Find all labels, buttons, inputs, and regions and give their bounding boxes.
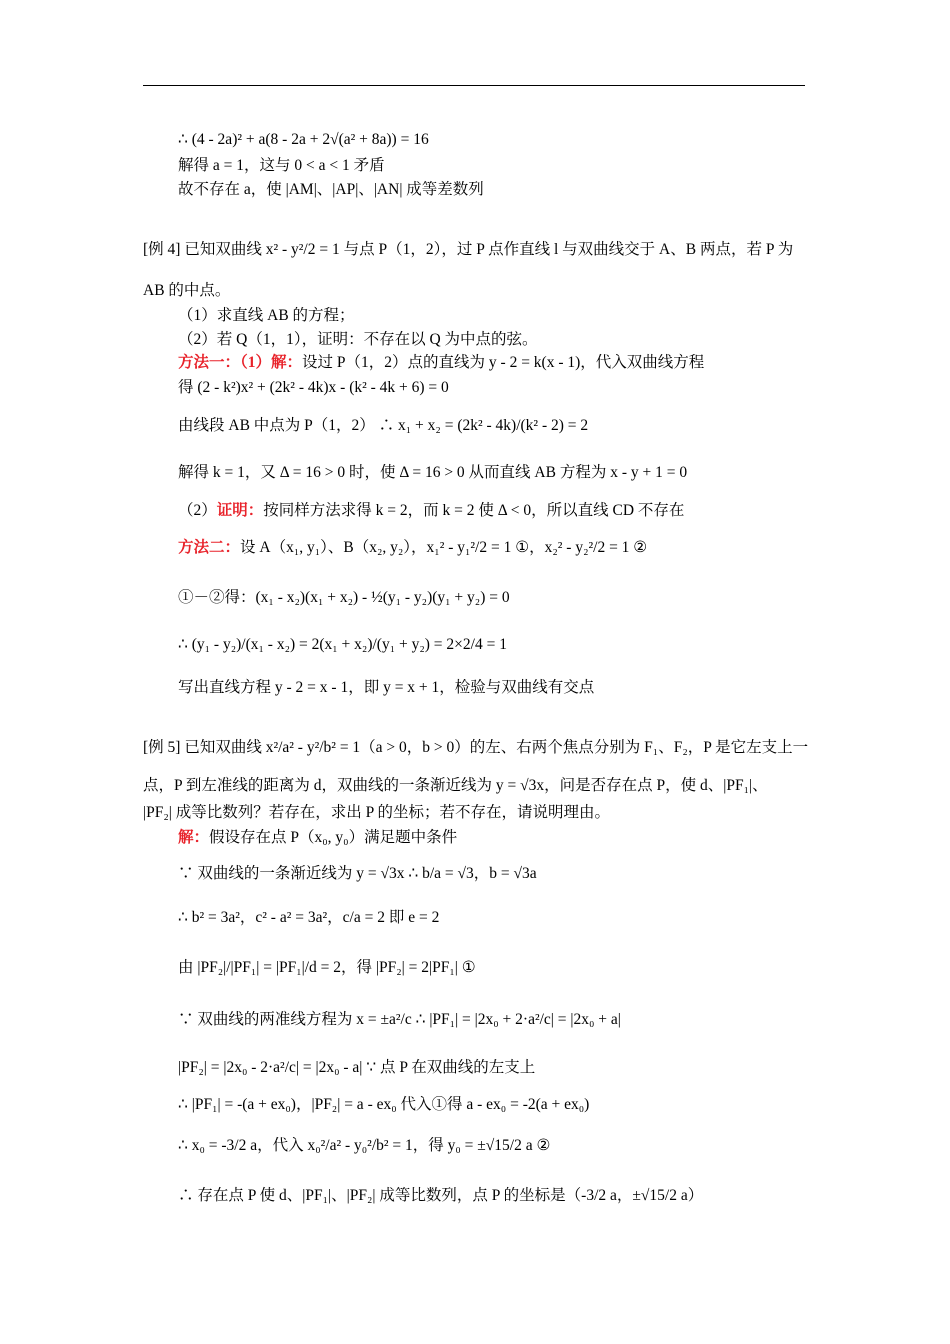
method-2-line-equation: 写出直线方程 y - 2 = x - 1，即 y = x + 1，检验与双曲线有交点 xyxy=(178,679,595,696)
method-1-midpoint: 由线段 AB 中点为 P（1，2） ∴ x₁ + x₂ = (2k² - 4k)/(k² - 2) = 2 xyxy=(178,417,589,434)
example-5-line-3: |PF₂| 成等比数列？若存在，求出 P 的坐标；若不存在，请说明理由。 xyxy=(143,804,611,821)
step-directrix: ∵ 双曲线的两准线方程为 x = ±a²/c ∴ |PF₁| = |2x₀ + 2·a²/c| = |2x₀ + a| xyxy=(178,1011,621,1028)
proof-part-number: （2） xyxy=(178,502,217,519)
method-1-solution-label: （1）解： xyxy=(240,354,303,371)
step-substitute: ∴ |PF₁| = -(a + ex₀)，|PF₂| = a - ex₀ 代入①得 a - ex₀ = -2(a + ex₀) xyxy=(178,1096,590,1113)
example-5-title: [例 5] 已知双曲线 x²/a² - y²/b² = 1（a > 0，b > 0）的左、右两个焦点分别为 F₁、F₂，P 是它左支上一 xyxy=(143,739,809,756)
step-pf2: |PF₂| = |2x₀ - 2·a²/c| = |2x₀ - a| ∵ 点 P 在双曲线的左支上 xyxy=(178,1059,536,1076)
solution-intro-line xyxy=(178,830,457,846)
step-asymptote: ∵ 双曲线的一条渐近线为 y = √3x ∴ b/a = √3，b = √3a xyxy=(178,865,537,882)
step-conclusion: ∴ 存在点 P 使 d、|PF₁|、|PF₂| 成等比数列，点 P 的坐标是（-3/2 a，±√15/2 a） xyxy=(178,1187,704,1204)
method-2-text: 设 A（x₁, y₁）、B（x₂, y₂），x₁² - y₁²/2 = 1 ①，x₂² - y₂²/2 = 1 ② xyxy=(240,539,648,556)
step-coordinates: ∴ x₀ = -3/2 a，代入 x₀²/a² - y₀²/b² = 1，得 y₀ = ±√15/2 a ② xyxy=(178,1137,551,1154)
example-4-continued: AB 的中点。 xyxy=(143,282,231,299)
example-5-line-2: 点，P 到左准线的距离为 d，双曲线的一条渐近线为 y = √3x，问是否存在点 P，使 d、|PF₁|、 xyxy=(143,777,768,794)
line-conclusion-eq: ∴ (4 - 2a)² + a(8 - 2a + 2√(a² + 8a)) = 16 xyxy=(178,131,429,148)
example-4-title: [例 4] 已知双曲线 x² - y²/2 = 1 与点 P（1，2），过 P 点作直线 l 与双曲线交于 A、B 两点，若 P 为 xyxy=(143,241,794,258)
method-2-line xyxy=(178,540,647,556)
proof-label: 证明： xyxy=(216,502,264,519)
method-1-line xyxy=(178,355,704,371)
solution-intro: 假设存在点 P（x₀, y₀）满足题中条件 xyxy=(209,829,458,846)
method-2-subtract: ①－②得：(x₁ - x₂)(x₁ + x₂) - ½(y₁ - y₂)(y₁ + y₂) = 0 xyxy=(178,589,510,606)
solution-label: 解： xyxy=(178,829,210,846)
example-4-question-2: （2）若 Q（1，1），证明：不存在以 Q 为中点的弦。 xyxy=(178,331,538,348)
method-1-result: 解得 k = 1，又 Δ = 16 > 0 时，使 Δ = 16 > 0 从而直线 AB 方程为 x - y + 1 = 0 xyxy=(178,464,688,481)
step-eccentricity: ∴ b² = 3a²，c² - a² = 3a²，c/a = 2 即 e = 2 xyxy=(178,909,440,926)
step-ratio: 由 |PF₂|/|PF₁| = |PF₁|/d = 2，得 |PF₂| = 2|PF₁| ① xyxy=(178,959,476,976)
line-solve-a: 解得 a = 1，这与 0 < a < 1 矛盾 xyxy=(178,157,385,174)
method-1-text: 设过 P（1，2）点的直线为 y - 2 = k(x - 1)，代入双曲线方程 xyxy=(302,354,705,371)
method-2-label: 方法二： xyxy=(178,539,241,556)
method-1-label: 方法一： xyxy=(178,354,241,371)
example-4-question-1: （1）求直线 AB 的方程； xyxy=(178,307,355,324)
proof-text: 按同样方法求得 k = 2，而 k = 2 使 Δ < 0，所以直线 CD 不存在 xyxy=(263,502,685,519)
method-2-slope: ∴ (y₁ - y₂)/(x₁ - x₂) = 2(x₁ + x₂)/(y₁ + y₂) = 2×2/4 = 1 xyxy=(178,636,507,653)
line-no-arith-seq: 故不存在 a，使 |AM|、|AP|、|AN| 成等差数列 xyxy=(178,181,484,198)
header-rule xyxy=(143,85,805,86)
method-1-proof-line xyxy=(178,503,684,519)
method-1-quadratic: 得 (2 - k²)x² + (2k² - 4k)x - (k² - 4k + 6) = 0 xyxy=(178,379,449,396)
